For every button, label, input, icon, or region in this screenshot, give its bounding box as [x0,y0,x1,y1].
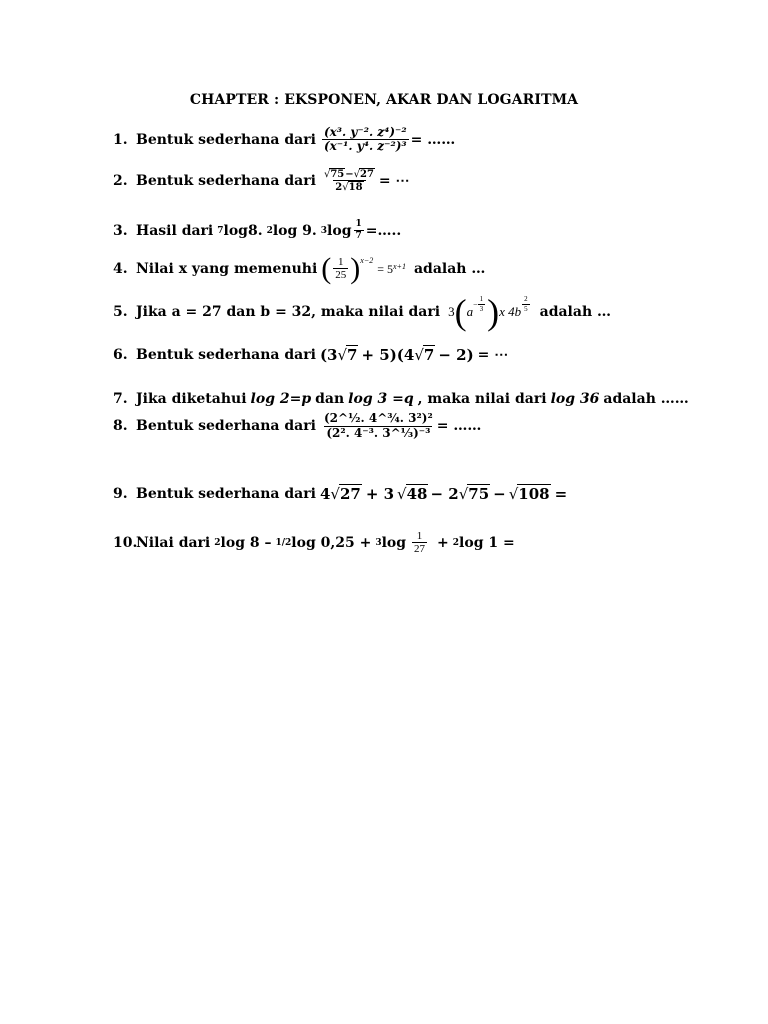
question-number: 7. [113,391,128,407]
question-8 [113,412,481,441]
question-10: 10. Nilai dari 2 log 8 – 1/2 log 0,25 + 3 log $\frac{1}{27}$ + 2 log 1 = [113,530,515,556]
equals-tail: =….. [365,222,402,239]
page-title: CHAPTER : EKSPONEN, AKAR DAN LOGARITMA [189,92,579,108]
radicand: 27 [339,485,361,503]
equals-tail: = …… [410,131,456,148]
question-6: 6. Bentuk sederhana dari (3 √ 7 + 5)(4 √ 7 − 2) = ⋯ [113,345,509,364]
question-text: Bentuk sederhana dari [136,131,316,148]
coefficient: − 2 [430,484,459,503]
question-number: 5. [113,304,128,320]
question-number: 8. [113,418,128,435]
right-paren: ) [350,252,361,285]
numerator: √75−√27 [323,169,374,180]
numerator: 1 [416,530,423,542]
question-number: 9. [113,485,128,502]
question-tail: adalah …… [603,391,689,407]
expression-part: (3 [319,345,338,364]
denominator: 25 [335,269,347,282]
question-2 [113,168,410,194]
question-text: Hasil dari [136,222,214,239]
minus-sign: − [345,169,354,180]
question-number: 2. [113,172,128,189]
question-tail: adalah … [539,304,611,320]
question-text: Bentuk sederhana dari [136,172,316,189]
given-log-2: log 2=p [250,391,312,407]
equals-tail: = …… [436,418,482,435]
log-term: log8. [223,222,263,239]
denominator: 27 [414,543,426,556]
coefficient: + 3 [365,484,395,503]
coefficient: 4 [319,484,331,503]
radicand: 75 [468,485,490,503]
exponent-sign: − [473,300,478,309]
log-term: log 9. [272,222,317,239]
expression-part: − 2) [438,345,474,364]
fraction [333,256,348,282]
log-term: log 1 = [459,534,515,551]
question-text: dan [315,391,345,407]
question-number: 6. [113,346,128,363]
question-text: Nilai dari [136,534,211,551]
denominator: (x⁻¹. y⁴. z⁻²)³ [323,139,407,154]
denominator: 5 [524,304,528,313]
question-7 [113,391,689,407]
equals-tail: = [554,484,568,503]
fraction [322,126,409,154]
log-term: log [381,534,407,551]
log-term: log 0,25 + [291,534,372,551]
radicand: 108 [518,485,550,503]
given-log-3: log 3 =q [348,391,414,407]
radicand: 48 [406,485,428,503]
expression-part: + 5)(4 [361,345,415,364]
minus-sign: − [493,484,506,503]
question-text: Bentuk sederhana dari [136,418,316,435]
log-term: log 8 – [220,534,272,551]
question-4 [113,254,485,284]
plus-sign: + [437,534,449,551]
question-text: Jika diketahui [136,391,247,407]
question-text: Nilai x yang memenuhi [136,261,318,277]
exponent: x−2 [360,256,374,265]
right-paren: ) [487,292,500,332]
numerator: (x³. y⁻². z⁴)⁻² [323,125,407,139]
variable-b: b [514,304,522,319]
denominator: 2√18 [333,180,365,194]
question-9: 9. Bentuk sederhana dari 4 √ 27 + 3 √ 48 − 2 √ 75 − √ 108 = [113,484,568,503]
question-1 [113,126,455,154]
left-paren: ( [321,252,332,285]
multiplier: x 4 [499,304,515,319]
exponent: x+1 [393,262,406,271]
denominator: 7 [355,230,362,241]
question-text: Bentuk sederhana dari [136,485,316,502]
numerator: (2^½. 4^¾. 3²)² [323,411,433,425]
question-number: 3. [113,222,128,239]
exponent-fraction [478,296,486,313]
radicand: 27 [360,169,374,180]
left-paren: ( [454,292,467,332]
coefficient: 3 [448,304,455,319]
denominator: 3 [479,304,484,313]
question-number: 10. [113,534,138,551]
log-term: log [327,222,352,239]
question-text: Bentuk sederhana dari [136,346,316,363]
radicand: 75 [330,169,345,180]
question-text: Jika a = 27 dan b = 32, maka nilai dari [136,304,441,320]
equals-tail: = ⋯ [477,346,509,363]
target-log-36: log 36 [550,391,600,407]
question-number: 4. [113,261,128,277]
variable-a: a [466,304,474,319]
equals-expression: = 5 [377,261,393,276]
fraction [412,530,427,556]
fraction [354,220,364,241]
exponent-fraction [522,296,530,313]
numerator: 1 [479,295,484,303]
radicand: 7 [423,346,435,364]
radicand: 18 [348,182,363,193]
denominator: (2². 4⁻³. 3^⅓)⁻³ [326,426,431,441]
question-tail: adalah … [413,261,486,277]
numerator: 1 [355,219,362,229]
coefficient: 2 [335,182,343,193]
numerator: 2 [524,295,528,303]
question-5 [113,294,611,330]
fraction [322,412,435,441]
radicand: 7 [347,346,358,364]
question-text: , maka nilai dari [417,391,547,407]
equals-tail: = ⋯ [378,172,410,189]
question-number: 1. [113,131,128,148]
numerator: 1 [338,256,344,269]
question-3: 3. Hasil dari 7 log8. 2 log 9. 3 log $\frac{1}{7}$ =….. [113,219,402,241]
fraction [322,168,377,194]
